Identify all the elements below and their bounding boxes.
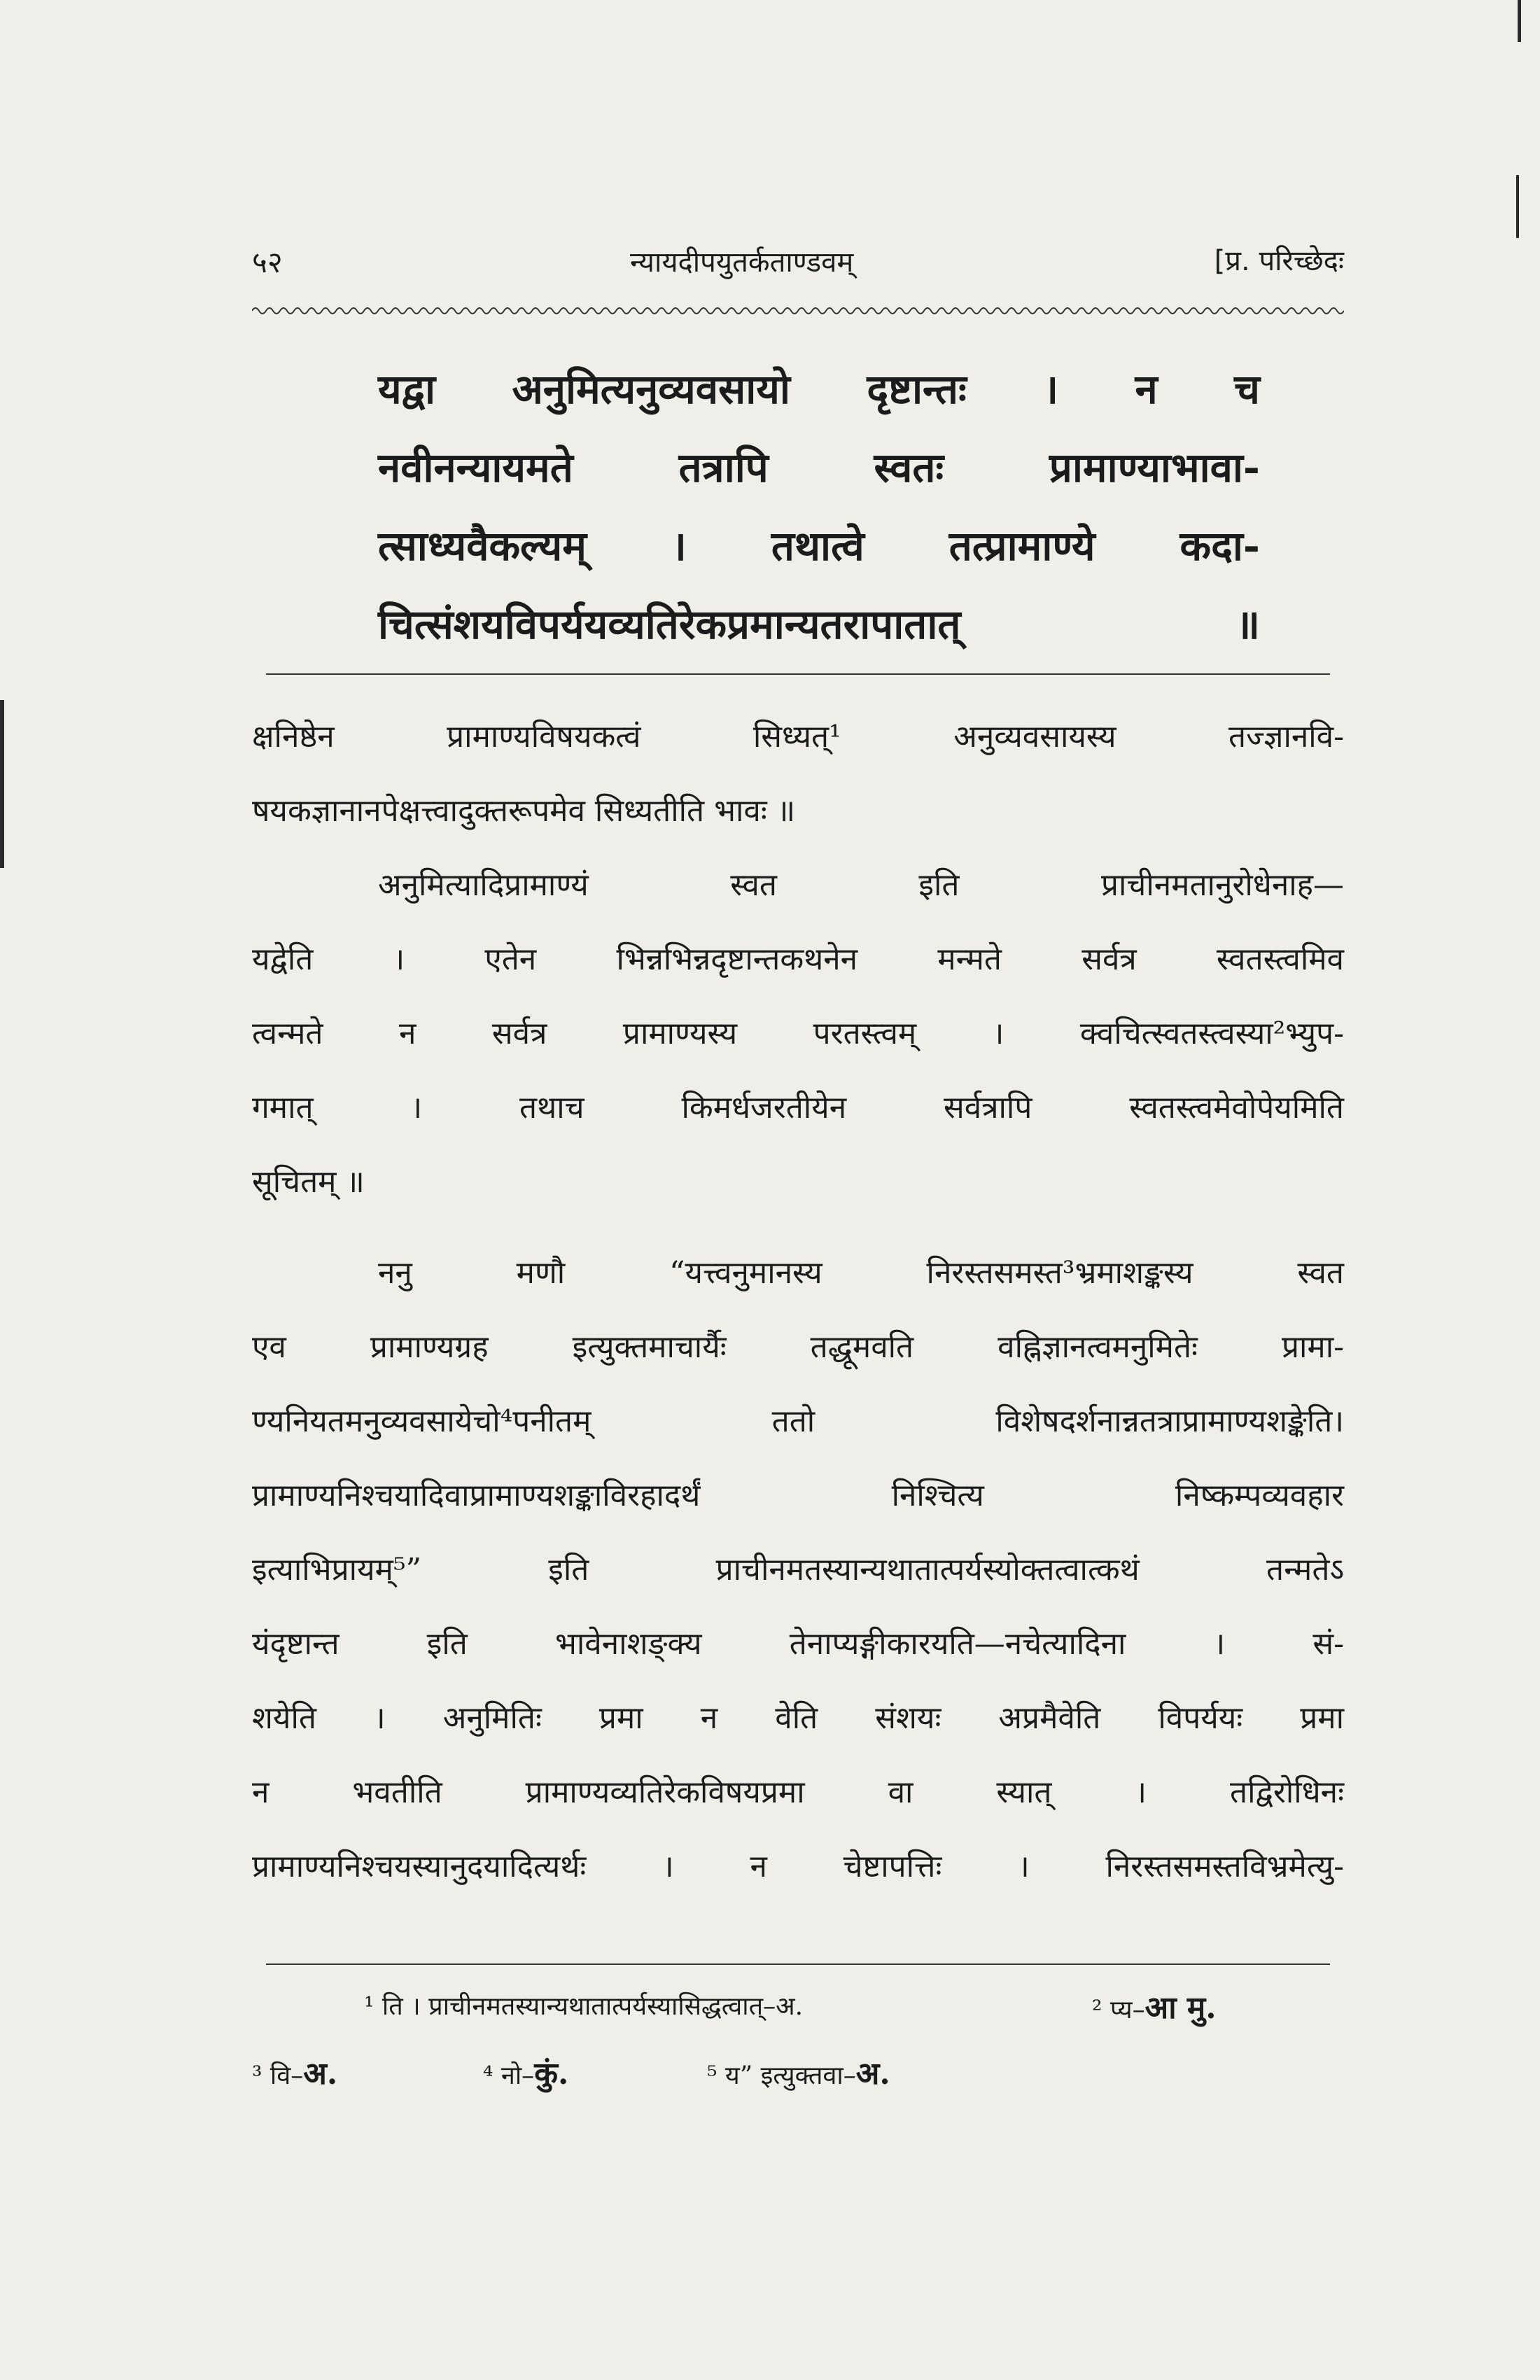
page-header — [252, 234, 1344, 284]
footnote-2-text: ² प्य– — [1092, 1996, 1145, 2024]
commentary-line: यद्वेति । एतेन भिन्नभिन्नदृष्टान्तकथनेन मन्मते सर्वत्र स्वतस्त्वमिव — [252, 941, 1344, 977]
footnote-2 — [1092, 1985, 1217, 2027]
footnote-5-text: ⁵ य” इत्युक्तवा– — [707, 2062, 856, 2090]
verse-separator-rule — [266, 673, 1330, 675]
commentary-line: प्रामाण्यनिश्चयादिवाप्रामाण्यशङ्काविरहादर्थं निश्चित्य निष्कम्पव्यवहार — [252, 1478, 1344, 1513]
verse-line: नवीनन्यायमते तत्रापि स्वतः प्रामाण्याभावा- — [378, 444, 1260, 491]
scan-edge-mark-top — [1518, 0, 1521, 42]
commentary-line: प्रामाण्यनिश्चयस्यानुदयादित्यर्थः । न चेष्टापत्तिः । निरस्तसमस्तविभ्रमेत्यु- — [252, 1849, 1344, 1884]
commentary-line: गमात् । तथाच किमर्धजरतीयेन सर्वत्रापि स्वतस्त्वमेवोपेयमिति — [252, 1090, 1344, 1126]
footnote-1: ¹ ति । प्राचीनमतस्यान्यथातात्पर्यस्यासिद्धत्वात्–अ. — [364, 1992, 804, 2021]
commentary-line: यंदृष्टान्त इति भावेनाशङ्क्य तेनाप्यङ्गीकारयति—नचेत्यादिना । सं- — [252, 1626, 1344, 1662]
paragraph-gap — [252, 1219, 1344, 1236]
commentary-line: त्वन्मते न सर्वत्र प्रामाण्यस्य परतस्त्वम् । क्वचित्स्वतस्त्वस्या²भ्युप- — [252, 1016, 1344, 1051]
footnote-4 — [483, 2051, 568, 2093]
verse-line: यद्वा अनुमित्यनुव्यवसायो दृष्टान्तः । न च — [378, 365, 1260, 413]
commentary-line: इत्याभिप्रायम्⁵” इति प्राचीनमतस्यान्यथातात्पर्यस्योक्तत्वात्कथं तन्मतेऽ — [252, 1552, 1344, 1588]
footnote-4-text: ⁴ नो– — [483, 2062, 535, 2090]
footnote-separator-rule — [266, 1963, 1330, 1965]
scan-edge-mark-left — [0, 700, 4, 868]
root-verse — [378, 350, 1260, 664]
commentary-line: न भवतीति प्रामाण्यव्यतिरेकविषयप्रमा वा स्यात् । तद्विरोधिनः — [252, 1774, 1344, 1810]
header-wavy-rule — [252, 302, 1344, 319]
footnote-3-source: अ. — [303, 2056, 338, 2092]
running-title: न्यायदीपयुतर्कताण्डवम् — [630, 246, 854, 279]
footnote-4-source: कुं. — [534, 2056, 569, 2092]
commentary-line: एव प्रामाण्यग्रह इत्युक्तमाचार्यैः तद्धूमवति वह्निज्ञानत्वमनुमितेः प्रामा- — [252, 1329, 1344, 1365]
commentary-line: सूचितम् ॥ — [252, 1164, 365, 1200]
footnote-2-source: आ मु. — [1144, 1990, 1217, 2026]
page-number: ५२ — [252, 245, 283, 279]
commentary-line: ननु मणौ “यत्त्वनुमानस्य निरस्तसमस्त³भ्रमाशङ्कस्य स्वत — [378, 1255, 1344, 1291]
commentary-line: शयेति । अनुमितिः प्रमा न वेति संशयः अप्रमैवेति विपर्ययः प्रमा — [252, 1700, 1344, 1736]
footnote-3-text: ³ वि– — [252, 2062, 304, 2090]
commentary-line: अनुमित्यादिप्रामाण्यं स्वत इति प्राचीनमतानुरोधेनाह— — [378, 867, 1344, 903]
footnote-5-source: अ. — [855, 2056, 890, 2092]
commentary-line: ण्यनियतमनुव्यवसायेचो⁴पनीतम् ततो विशेषदर्शनान्नतत्राप्रामाण्यशङ्केति। — [252, 1404, 1344, 1439]
commentary-line: षयकज्ञानानपेक्षत्त्वादुक्तरूपमेव सिध्यतीति भावः ॥ — [252, 793, 796, 829]
commentary-line: क्षनिष्ठेन प्रामाण्यविषयकत्वं सिध्यत्¹ अनुव्यवसायस्य तज्ज्ञानवि- — [252, 719, 1344, 755]
scan-edge-mark-right — [1516, 175, 1519, 238]
footnote-3 — [252, 2051, 337, 2093]
verse-line: चित्संशयविपर्ययव्यतिरेकप्रमान्यतरापातात् ॥ — [378, 601, 1260, 648]
commentary-body — [252, 700, 1344, 1904]
footnote-5 — [707, 2051, 890, 2093]
verse-line: त्साध्यवैकल्यम् । तथात्वे तत्प्रामाण्ये कदा- — [378, 522, 1260, 570]
chapter-label: [प्र. परिच्छेदः — [1214, 245, 1344, 277]
